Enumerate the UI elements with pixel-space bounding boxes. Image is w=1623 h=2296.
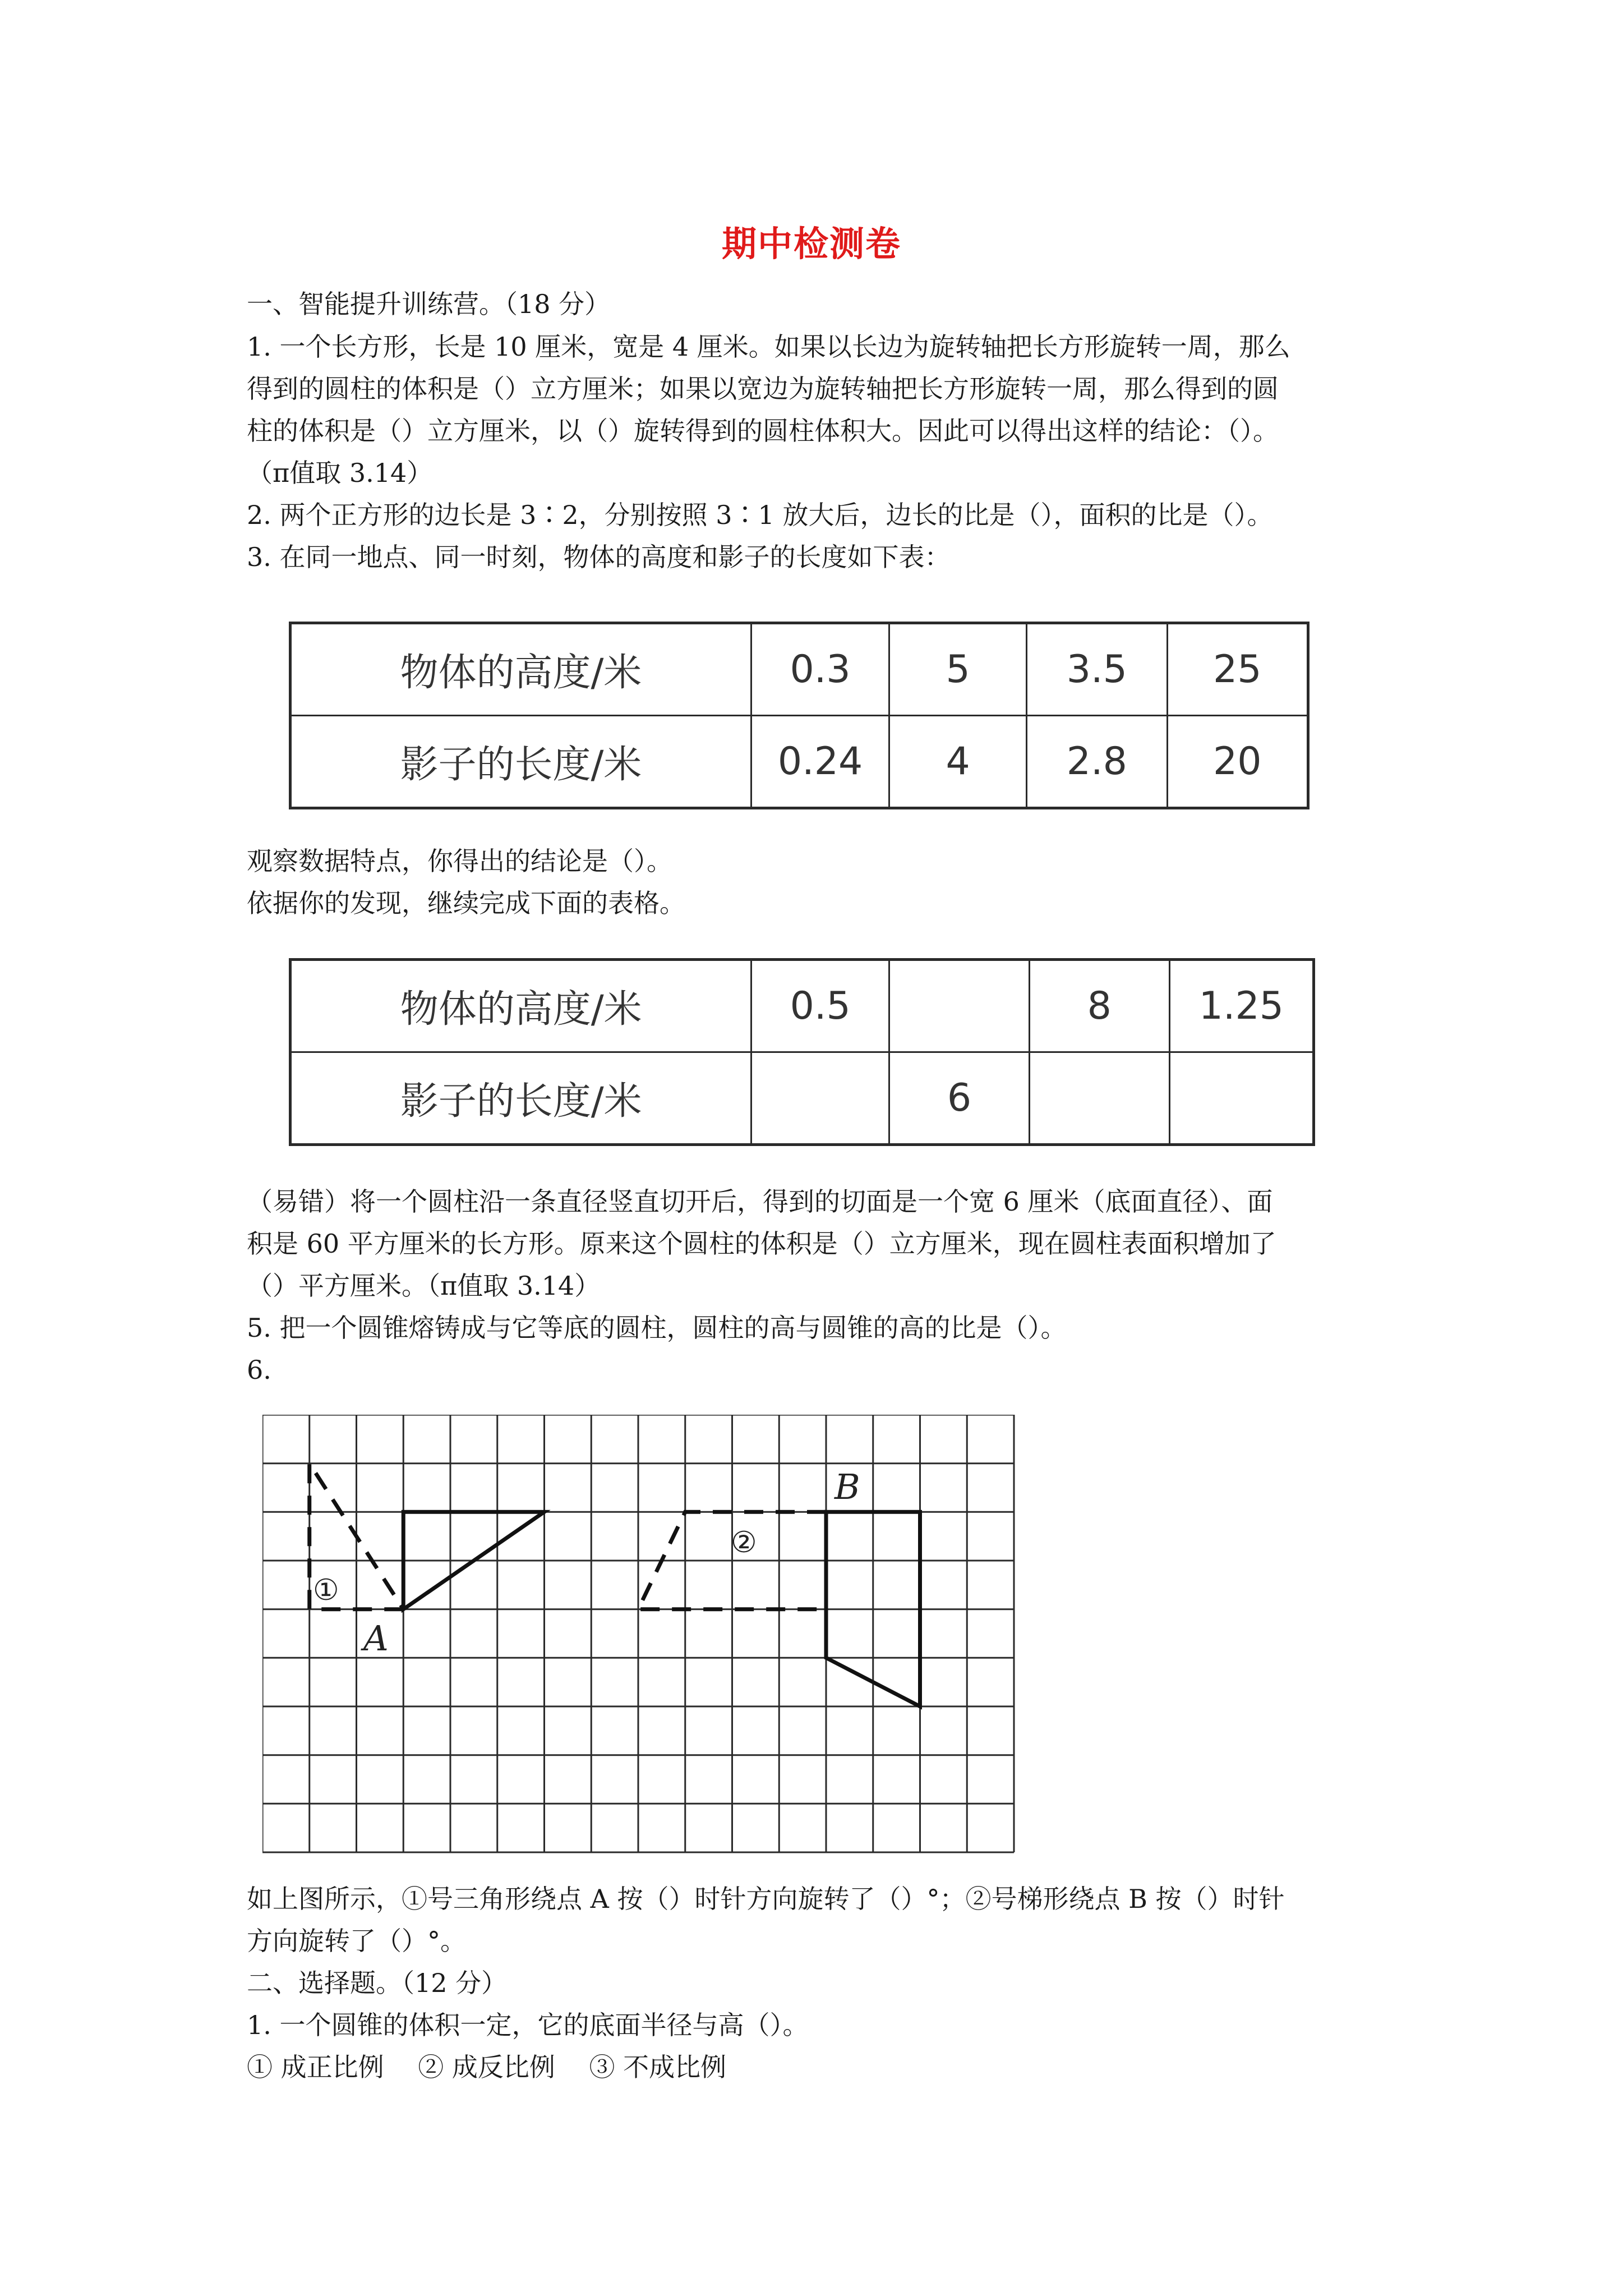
label-shape-2: ② xyxy=(731,1526,757,1559)
continue-text: 依据你的发现，继续完成下面的表格。 xyxy=(247,888,685,918)
height-shadow-table xyxy=(289,622,1310,809)
table-cell: 0.3 xyxy=(751,623,889,716)
table-cell: 25 xyxy=(1167,623,1308,716)
table-cell: 20 xyxy=(1167,716,1308,808)
q2-text: 2. 两个正方形的边长是 3∶2，分别按照 3∶1 放大后，边长的比是（），面积的比是（）。 xyxy=(247,500,1273,530)
row-label-height: 物体的高度/米 xyxy=(291,623,751,716)
s2-q1-text: 1. 一个圆锥的体积一定，它的底面半径与高（）。 xyxy=(247,2010,809,2040)
q4-line2: 积是 60 平方厘米的长方形。原来这个圆柱的体积是（）立方厘米，现在圆柱表面积增加了 xyxy=(247,1228,1276,1259)
q5-text: 5. 把一个圆锥熔铸成与它等底的圆柱，圆柱的高与圆锥的高的比是（）。 xyxy=(247,1313,1067,1343)
label-shape-1: ① xyxy=(313,1573,339,1607)
table-cell: 0.24 xyxy=(751,716,889,808)
row-label-height: 物体的高度/米 xyxy=(291,960,751,1052)
table-row xyxy=(291,716,1308,808)
table-cell: 0.5 xyxy=(751,960,889,1052)
q6-line1: 如上图所示，①号三角形绕点 A 按（）时针方向旋转了（）°；②号梯形绕点 B 按（）时针 xyxy=(247,1884,1285,1914)
rotation-grid-figure xyxy=(262,1415,1020,1864)
table-cell: 4 xyxy=(889,716,1027,808)
label-a: A xyxy=(363,1618,389,1659)
table-row xyxy=(291,960,1314,1052)
row-label-shadow: 影子的长度/米 xyxy=(291,1052,751,1145)
q6-number: 6. xyxy=(247,1355,271,1385)
table-cell: 3.5 xyxy=(1026,623,1167,716)
table-cell: 5 xyxy=(889,623,1027,716)
q3-text: 3. 在同一地点、同一时刻，物体的高度和影子的长度如下表： xyxy=(247,542,951,572)
section2-heading: 二、选择题。（12 分） xyxy=(247,1968,508,1998)
q4-line3: （）平方厘米。（π值取 3.14） xyxy=(247,1271,601,1301)
table-cell xyxy=(751,1052,889,1145)
table-cell: 6 xyxy=(889,1052,1030,1145)
section1-heading: 一、智能提升训练营。（18 分） xyxy=(247,289,611,319)
table-cell xyxy=(1029,1052,1169,1145)
s2-q1-options: ① 成正比例 ② 成反比例 ③ 不成比例 xyxy=(247,2052,727,2082)
q1-line2: 得到的圆柱的体积是（）立方厘米；如果以宽边为旋转轴把长方形旋转一周，那么得到的圆 xyxy=(247,374,1279,404)
table-cell: 8 xyxy=(1029,960,1169,1052)
table-row xyxy=(291,1052,1314,1145)
table-cell: 2.8 xyxy=(1026,716,1167,808)
fill-in-table xyxy=(289,958,1315,1146)
q1-line3: 柱的体积是（）立方厘米，以（）旋转得到的圆柱体积大。因此可以得出这样的结论：（）。 xyxy=(247,416,1279,446)
observe-text: 观察数据特点，你得出的结论是（）。 xyxy=(247,846,672,876)
q4-line1: （易错）将一个圆柱沿一条直径竖直切开后，得到的切面是一个宽 6 厘米（底面直径）、面 xyxy=(247,1186,1273,1217)
q1-line1: 1. 一个长方形，长是 10 厘米，宽是 4 厘米。如果以长边为旋转轴把长方形旋转一周，那么 xyxy=(247,332,1290,362)
q6-line2: 方向旋转了（）°。 xyxy=(247,1926,466,1956)
table-cell xyxy=(1169,1052,1313,1145)
label-b: B xyxy=(834,1466,860,1507)
table-cell xyxy=(889,960,1030,1052)
table-row xyxy=(291,623,1308,716)
page-title: 期中检测卷 xyxy=(721,223,901,264)
q1-line4: （π值取 3.14） xyxy=(247,458,433,488)
table-cell: 1.25 xyxy=(1169,960,1313,1052)
row-label-shadow: 影子的长度/米 xyxy=(291,716,751,808)
